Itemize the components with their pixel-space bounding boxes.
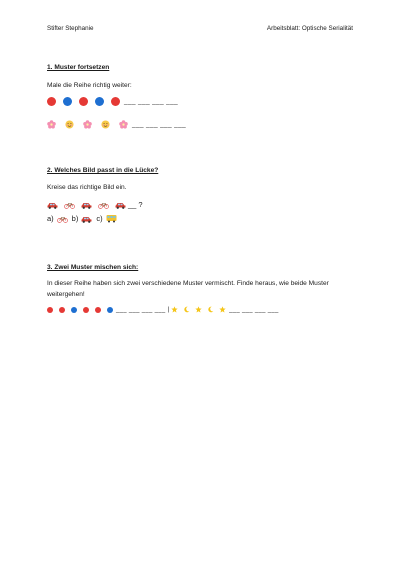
red-circle — [111, 97, 120, 106]
option-c-label: c) — [96, 214, 103, 223]
smiling-face-icon — [101, 120, 110, 129]
star-icon — [195, 306, 202, 313]
bicycle-icon — [98, 201, 109, 209]
blue-circle — [63, 97, 72, 106]
bicycle-icon — [64, 201, 75, 209]
car-icon — [47, 201, 58, 209]
worksheet-title: Arbeitsblatt: Optische Serialität — [266, 25, 353, 32]
cherry-blossom-icon — [47, 120, 56, 129]
blue-circle — [71, 307, 77, 313]
cherry-blossom-icon — [83, 120, 92, 129]
pattern-row-emojis — [47, 120, 186, 129]
car-icon — [115, 201, 126, 209]
answer-blanks: ___ ___ ___ ___ — [124, 98, 179, 105]
section1-title: 1. Muster fortsetzen — [47, 64, 110, 71]
answer-blanks-a: ___ ___ ___ ___ — [116, 306, 166, 313]
section2-title: 2. Welches Bild passt in die Lücke? — [47, 167, 159, 174]
blue-circle — [95, 97, 104, 106]
option-a-label: a) — [47, 214, 54, 223]
bicycle-icon[interactable] — [57, 215, 68, 223]
car-icon[interactable] — [81, 215, 92, 223]
red-circle — [47, 307, 53, 313]
pattern-separator: | — [167, 306, 170, 313]
red-circle — [79, 97, 88, 106]
answer-blanks-b: ___ ___ ___ ___ — [229, 306, 279, 313]
vehicle-sequence — [47, 200, 143, 209]
answer-options — [47, 214, 117, 223]
star-icon — [219, 306, 226, 313]
section3-instruction: In dieser Reihe haben sich zwei verschiedene Muster vermischt. Finde heraus, wie beide Muster weitergehen! — [47, 280, 329, 298]
answer-blanks: ___ ___ ___ ___ — [132, 121, 187, 128]
mixed-pattern-row — [47, 306, 279, 313]
red-circle — [83, 307, 89, 313]
crescent-moon-icon — [183, 306, 190, 313]
red-circle — [59, 307, 65, 313]
cherry-blossom-icon — [119, 120, 128, 129]
red-circle — [47, 97, 56, 106]
option-b-label: b) — [71, 214, 79, 223]
author-name: Stifter Stephanie — [47, 25, 94, 32]
section3-title: 3. Zwei Muster mischen sich: — [47, 264, 139, 271]
gap-marker: __ ? — [128, 200, 143, 209]
pattern-row-circles — [47, 97, 178, 106]
crescent-moon-icon — [207, 306, 214, 313]
bus-icon[interactable] — [106, 214, 117, 223]
car-icon — [81, 201, 92, 209]
red-circle — [95, 307, 101, 313]
star-icon — [171, 306, 178, 313]
section1-instruction: Male die Reihe richtig weiter: — [47, 82, 132, 89]
blue-circle — [107, 307, 113, 313]
smiling-face-icon — [65, 120, 74, 129]
section2-instruction: Kreise das richtige Bild ein. — [47, 184, 127, 191]
